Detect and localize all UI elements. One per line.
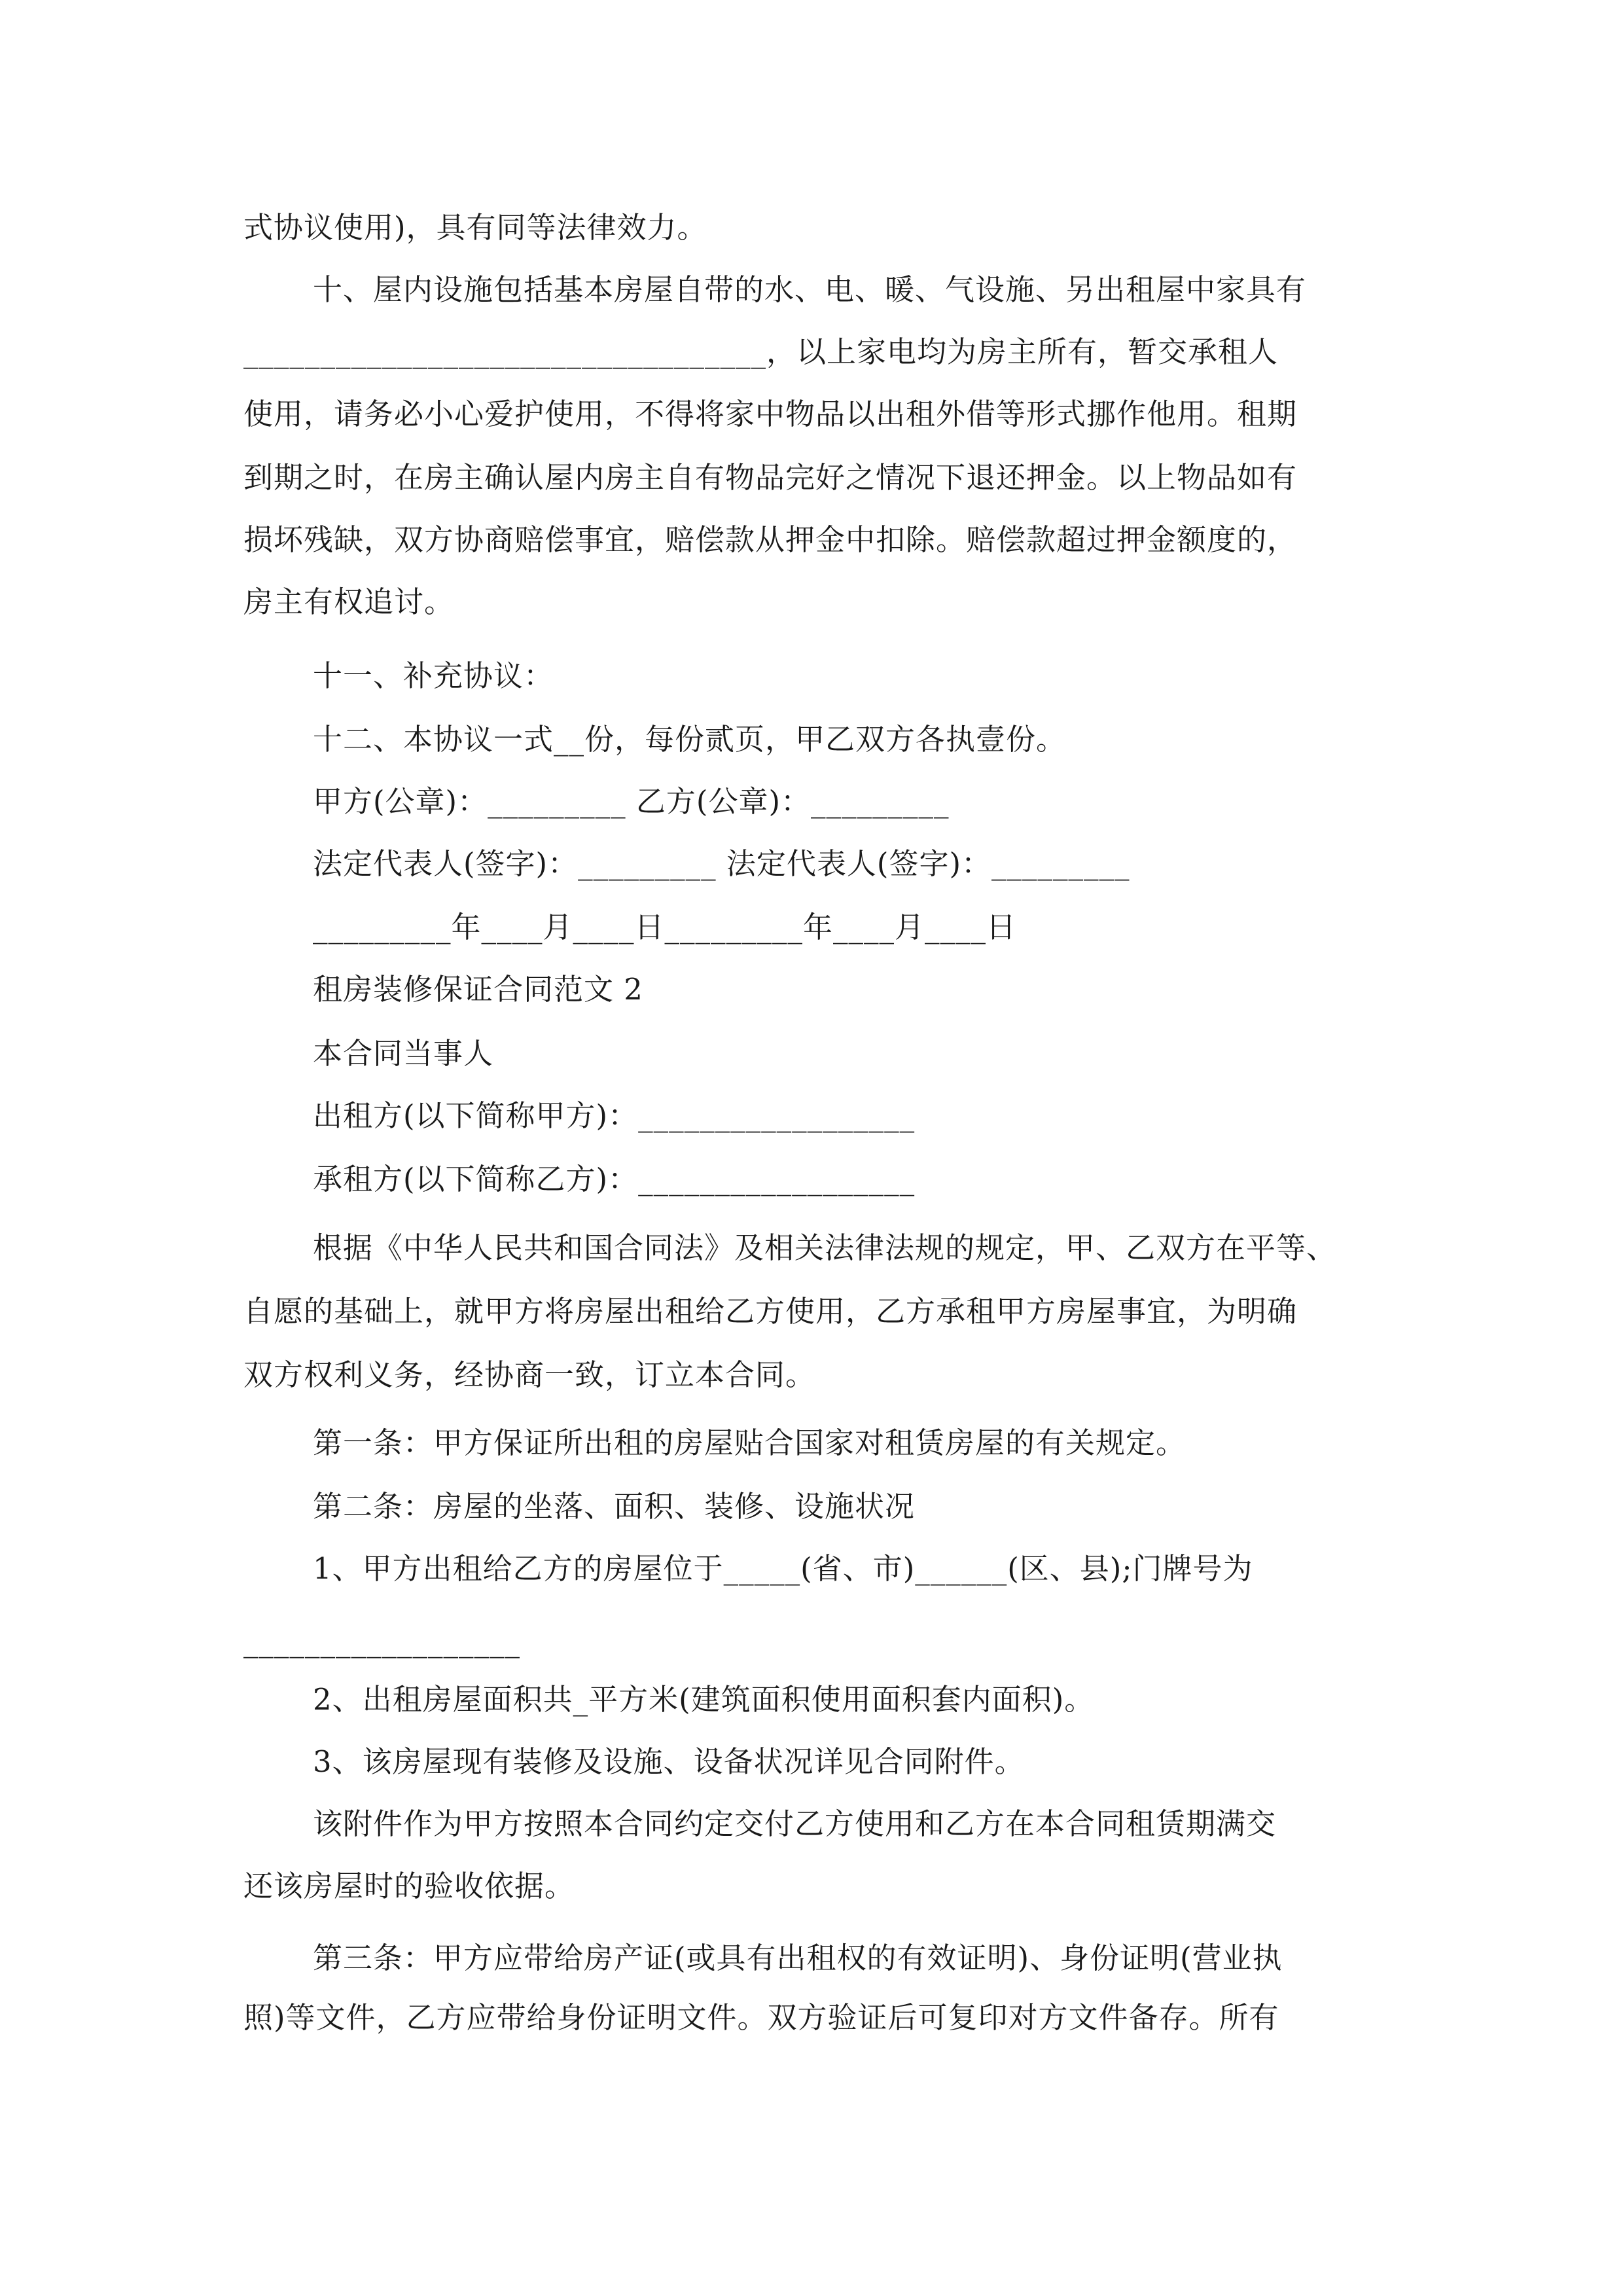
text-line: 该附件作为甲方按照本合同约定交付乙方使用和乙方在本合同租赁期满交 [313, 1806, 1277, 1841]
text-line: 自愿的基础上，就甲方将房屋出租给乙方使用，乙方承租甲方房屋事宜，为明确 [243, 1294, 1298, 1329]
text-line: 十一、补充协议： [313, 658, 554, 693]
text-line: 根据《中华人民共和国合同法》及相关法律法规的规定，甲、乙双方在平等、 [313, 1230, 1337, 1265]
text-line: 第二条：房屋的坐落、面积、装修、设施状况 [313, 1489, 916, 1524]
text-line: 2、出租房屋面积共_平方米(建筑面积使用面积套内面积)。 [313, 1682, 1095, 1717]
text-line: 第三条：甲方应带给房产证(或具有出租权的有效证明)、身份证明(营业执 [313, 1941, 1283, 1975]
section-heading: 租房装修保证合同范文 2 [313, 972, 643, 1007]
text-line: 法定代表人(签字)：_________ 法定代表人(签字)：_________ [313, 846, 1130, 881]
text-line: 本合同当事人 [313, 1036, 494, 1071]
text-line: 3、该房屋现有装修及设施、设备状况详见合同附件。 [313, 1744, 1025, 1779]
text-line: 十二、本协议一式__份，每份贰页，甲乙双方各执壹份。 [313, 722, 1067, 757]
text-line: __________________________________，以上家电均为房主所有，暂交承租人 [243, 334, 1279, 369]
text-line: __________________ [243, 1624, 520, 1659]
text-line: 甲方(公章)：_________ 乙方(公章)：_________ [313, 784, 950, 819]
text-line: 出租方(以下简称甲方)：__________________ [313, 1098, 916, 1133]
text-line: 还该房屋时的验收依据。 [243, 1869, 575, 1903]
text-line: 第一条：甲方保证所出租的房屋贴合国家对租赁房屋的有关规定。 [313, 1426, 1186, 1460]
text-line: 承租方(以下简称乙方)：__________________ [313, 1162, 916, 1196]
text-line: 十、屋内设施包括基本房屋自带的水、电、暖、气设施、另出租屋中家具有 [313, 272, 1307, 307]
text-line: 照)等文件，乙方应带给身份证明文件。双方验证后可复印对方文件备存。所有 [243, 2000, 1279, 2035]
text-line: 双方权利义务，经协商一致，订立本合同。 [243, 1357, 816, 1392]
text-line: 到期之时，在房主确认屋内房主自有物品完好之情况下退还押金。以上物品如有 [243, 460, 1298, 495]
text-line: 式协议使用)，具有同等法律效力。 [243, 210, 707, 245]
text-line: _________年____月____日_________年____月____日 [313, 910, 1017, 944]
text-line: 损坏残缺，双方协商赔偿事宜，赔偿款从押金中扣除。赔偿款超过押金额度的， [243, 522, 1298, 557]
text-line: 使用，请务必小心爱护使用，不得将家中物品以出租外借等形式挪作他用。租期 [243, 397, 1298, 431]
text-line: 房主有权追讨。 [243, 584, 455, 619]
text-line: 1、甲方出租给乙方的房屋位于_____(省、市)______(区、县);门牌号为 [313, 1551, 1253, 1586]
